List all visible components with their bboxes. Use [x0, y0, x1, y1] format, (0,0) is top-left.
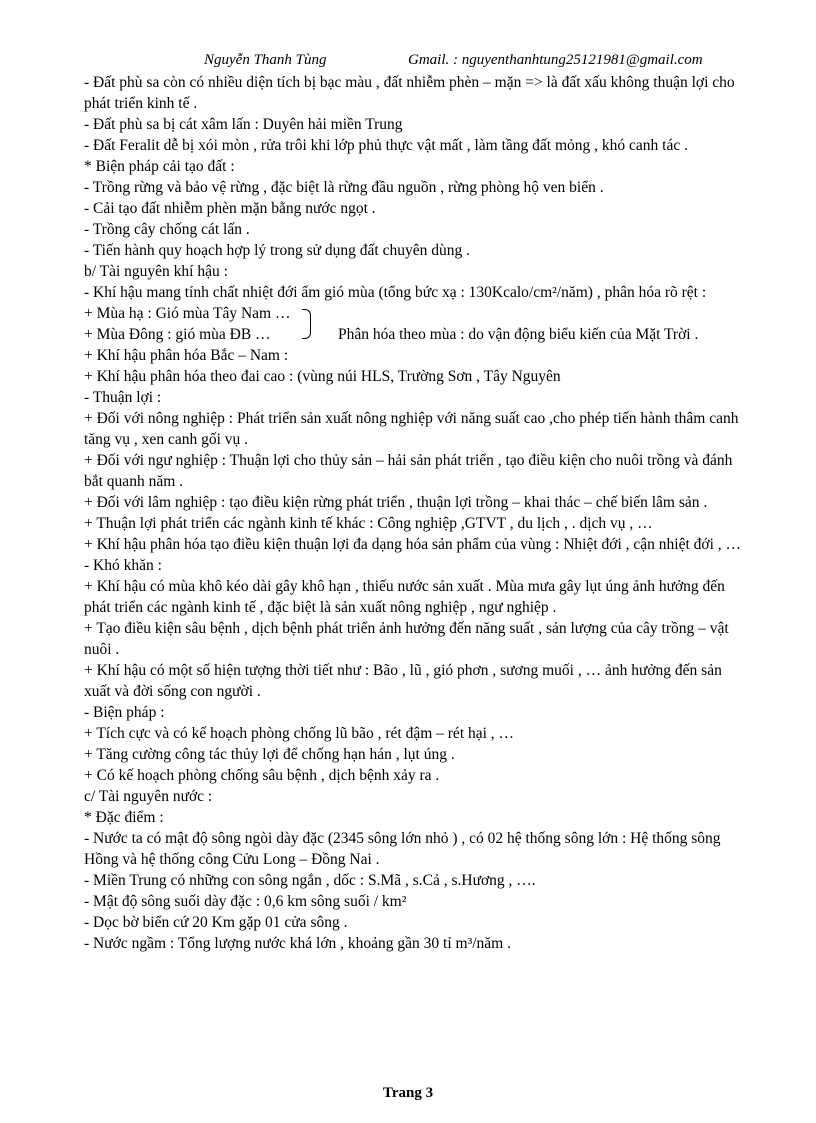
text-line: + Khí hậu phân hóa tạo điều kiện thuận lợi đa dạng hóa sản phẩm của vùng : Nhiệt đới , cận nhiệt đới , … [84, 536, 742, 553]
summer-monsoon-line: + Mùa hạ : Gió mùa Tây Nam … [84, 305, 291, 322]
text-line: + Đối với nông nghiệp : Phát triển sản xuất nông nghiệp với năng suất cao ,cho phép tiến hành thâm canh tăng vụ , xen canh gối vụ . [84, 410, 743, 448]
text-line: - Đất phù sa bị cát xâm lấn : Duyên hải miền Trung [84, 116, 403, 133]
season-note: Phân hóa theo mùa : do vận động biểu kiến của Mặt Trời . [338, 326, 699, 343]
text-line: - Cải tạo đất nhiễm phèn mặn bằng nước ngọt . [84, 200, 376, 217]
text-block-climate-and-water [84, 345, 744, 954]
text-block-soil-and-climate [84, 72, 744, 303]
text-line: - Khó khăn : [84, 557, 162, 574]
author-name: Nguyễn Thanh Tùng [204, 52, 327, 68]
text-line: + Có kế hoạch phòng chống sâu bệnh , dịch bệnh xảy ra . [84, 767, 440, 784]
text-line: + Tạo điều kiện sâu bệnh , dịch bệnh phát triển ảnh hưởng đến năng suất , sản lượng của cây trồng – vật nuôi . [84, 620, 733, 658]
text-line: + Tích cực và có kế hoạch phòng chống lũ bão , rét đậm – rét hại , … [84, 725, 515, 742]
page-header [204, 52, 703, 69]
text-line: + Thuận lợi phát triển các ngành kinh tế khác : Công nghiệp ,GTVT , du lịch , . dịch vụ , … [84, 515, 653, 532]
text-line: - Mật độ sông suối dày đặc : 0,6 km sông suối / km² [84, 893, 407, 910]
text-line: - Nước ta có mật độ sông ngòi dày đặc (2345 sông lớn nhỏ ) , có 02 hệ thống sông lớn : Hệ thống sông Hồng và hệ thống công Cửu Long – Đồng Nai . [84, 830, 725, 868]
winter-monsoon-line: + Mùa Đông : gió mùa ĐB … [84, 326, 271, 343]
document-body [84, 72, 744, 954]
text-line: - Thuận lợi : [84, 389, 162, 406]
text-line: + Tăng cường công tác thủy lợi để chống hạn hán , lụt úng . [84, 746, 455, 763]
text-line: + Đối với ngư nghiệp : Thuận lợi cho thủy sản – hải sản phát triển , tạo điều kiện cho nuôi trồng và đánh bắt quanh năm . [84, 452, 737, 490]
text-line: + Khí hậu có mùa khô kéo dài gây khô hạn , thiếu nước sản xuất . Mùa mưa gây lụt úng ảnh hưởng đến phát triển các ngành kinh tế , đặc biệt là sản xuất nông nghiệp , ngư nghiệp . [84, 578, 729, 616]
text-line: - Trồng rừng và bảo vệ rừng , đặc biệt là rừng đầu nguồn , rừng phòng hộ ven biển . [84, 179, 604, 196]
text-line: - Đất phù sa còn có nhiều diện tích bị bạc màu , đất nhiễm phèn – mặn => là đất xấu không thuận lợi cho phát triển kinh tế . [84, 74, 739, 112]
page-number: Trang 3 [382, 1085, 434, 1101]
text-line: - Tiến hành quy hoạch hợp lý trong sử dụng đất chuyên dùng . [84, 242, 470, 259]
text-line: - Khí hậu mang tính chất nhiệt đới ẩm gió mùa (tổng bức xạ : 130Kcalo/cm²/năm) , phân hóa rõ rệt : [84, 284, 707, 301]
text-line: - Miền Trung có những con sông ngắn , dốc : S.Mã , s.Cả , s.Hương , …. [84, 872, 536, 889]
author-email: Gmail. : nguyenthanhtung25121981@gmail.com [408, 52, 703, 68]
text-line: * Đặc điểm : [84, 809, 164, 826]
text-line: + Khí hậu phân hóa Bắc – Nam : [84, 347, 289, 364]
text-line: - Trồng cây chống cát lấn . [84, 221, 250, 238]
text-line: c/ Tài nguyên nước : [84, 788, 213, 805]
text-line: - Biện pháp : [84, 704, 165, 721]
text-line: * Biện pháp cải tạo đất : [84, 158, 235, 175]
text-line: + Khí hậu có một số hiện tượng thời tiết như : Bão , lũ , gió phơn , sương muối , … ảnh hưởng đến sản xuất và đời sống con người . [84, 662, 726, 700]
bracket-brace [302, 309, 311, 339]
text-line: - Nước ngầm : Tổng lượng nước khá lớn , khoảng gần 30 tỉ m³/năm . [84, 935, 511, 952]
text-line: - Đất Feralit dễ bị xói mòn , rửa trôi khi lớp phủ thực vật mất , làm tầng đất mỏng , khó canh tác . [84, 137, 688, 154]
text-line: + Khí hậu phân hóa theo đai cao : (vùng núi HLS, Trường Sơn , Tây Nguyên [84, 368, 561, 385]
text-line: - Dọc bờ biển cứ 20 Km gặp 01 cửa sông . [84, 914, 348, 931]
text-line: + Đối với lâm nghiệp : tạo điều kiện rừng phát triển , thuận lợi trồng – khai thác – chế biến lâm sản . [84, 494, 708, 511]
season-breakdown [84, 303, 744, 345]
text-line: b/ Tài nguyên khí hậu : [84, 263, 228, 280]
